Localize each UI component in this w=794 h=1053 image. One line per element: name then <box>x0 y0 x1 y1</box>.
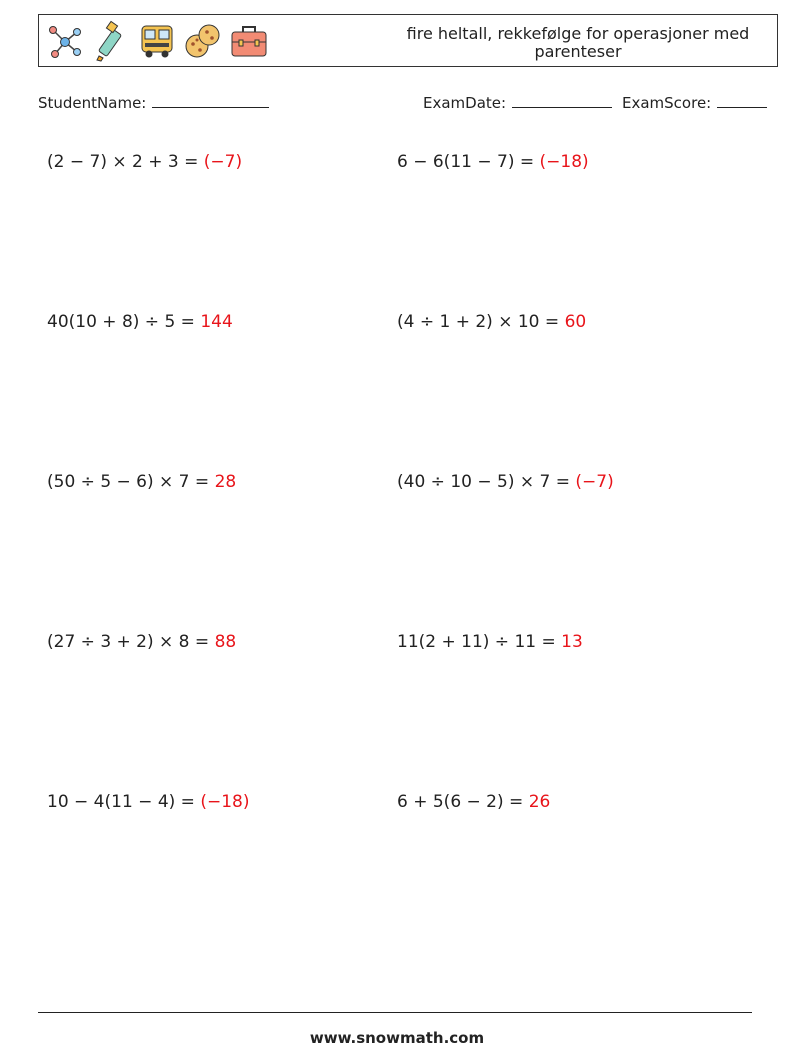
problem-10 <box>397 792 550 812</box>
problem-4 <box>397 312 586 332</box>
exam-date-blank[interactable] <box>512 93 612 108</box>
exam-date-field[interactable] <box>423 93 612 112</box>
student-name-field[interactable] <box>38 93 269 112</box>
worksheet-header <box>38 14 778 67</box>
problem-answer: 13 <box>561 632 583 652</box>
problem-answer: 60 <box>564 312 587 332</box>
problem-7 <box>47 632 236 652</box>
problem-expression: 6 + 5(6 − 2) = <box>397 792 529 812</box>
school-bus-icon <box>137 20 177 62</box>
molecule-icon <box>45 20 85 62</box>
exam-score-blank[interactable] <box>717 93 767 108</box>
footer-site: www.snowmath.com <box>309 1029 485 1047</box>
exam-score-label: ExamScore: <box>622 94 712 112</box>
problem-8 <box>397 632 583 652</box>
problem-answer: 28 <box>214 472 237 492</box>
footer-divider <box>38 1012 752 1013</box>
exam-score-field[interactable] <box>622 93 767 112</box>
cookies-icon <box>183 20 223 62</box>
worksheet-title: fire heltall, rekkefølge for operasjoner med parenteser <box>406 24 750 61</box>
problem-2 <box>397 152 589 172</box>
problem-6 <box>397 472 614 492</box>
problem-expression: (50 ÷ 5 − 6) × 7 = <box>47 472 215 492</box>
problem-expression: (27 ÷ 3 + 2) × 8 = <box>47 632 215 652</box>
problem-1 <box>47 152 242 172</box>
student-name-label: StudentName: <box>38 94 147 112</box>
problem-5 <box>47 472 236 492</box>
student-name-blank[interactable] <box>152 93 269 108</box>
exam-date-label: ExamDate: <box>423 94 507 112</box>
problem-answer: 26 <box>528 792 551 812</box>
problem-answer: (−18) <box>200 792 250 812</box>
icon-strip <box>45 19 269 63</box>
problem-answer: 144 <box>200 312 233 332</box>
problem-expression: (40 ÷ 10 − 5) × 7 = <box>397 472 576 492</box>
problem-answer: 88 <box>214 632 237 652</box>
problem-expression: 40(10 + 8) ÷ 5 = <box>47 312 201 332</box>
briefcase-icon <box>229 20 269 62</box>
problem-answer: (−7) <box>575 472 614 492</box>
problem-expression: 10 − 4(11 − 4) = <box>47 792 201 812</box>
problem-expression: (4 ÷ 1 + 2) × 10 = <box>397 312 565 332</box>
problem-9 <box>47 792 249 812</box>
problem-answer: (−18) <box>539 152 589 172</box>
problem-expression: (2 − 7) × 2 + 3 = <box>47 152 204 172</box>
highlighter-icon <box>91 20 131 62</box>
problem-answer: (−7) <box>203 152 243 172</box>
problem-expression: 11(2 + 11) ÷ 11 = <box>397 632 562 652</box>
problem-3 <box>47 312 233 332</box>
problem-expression: 6 − 6(11 − 7) = <box>397 152 540 172</box>
